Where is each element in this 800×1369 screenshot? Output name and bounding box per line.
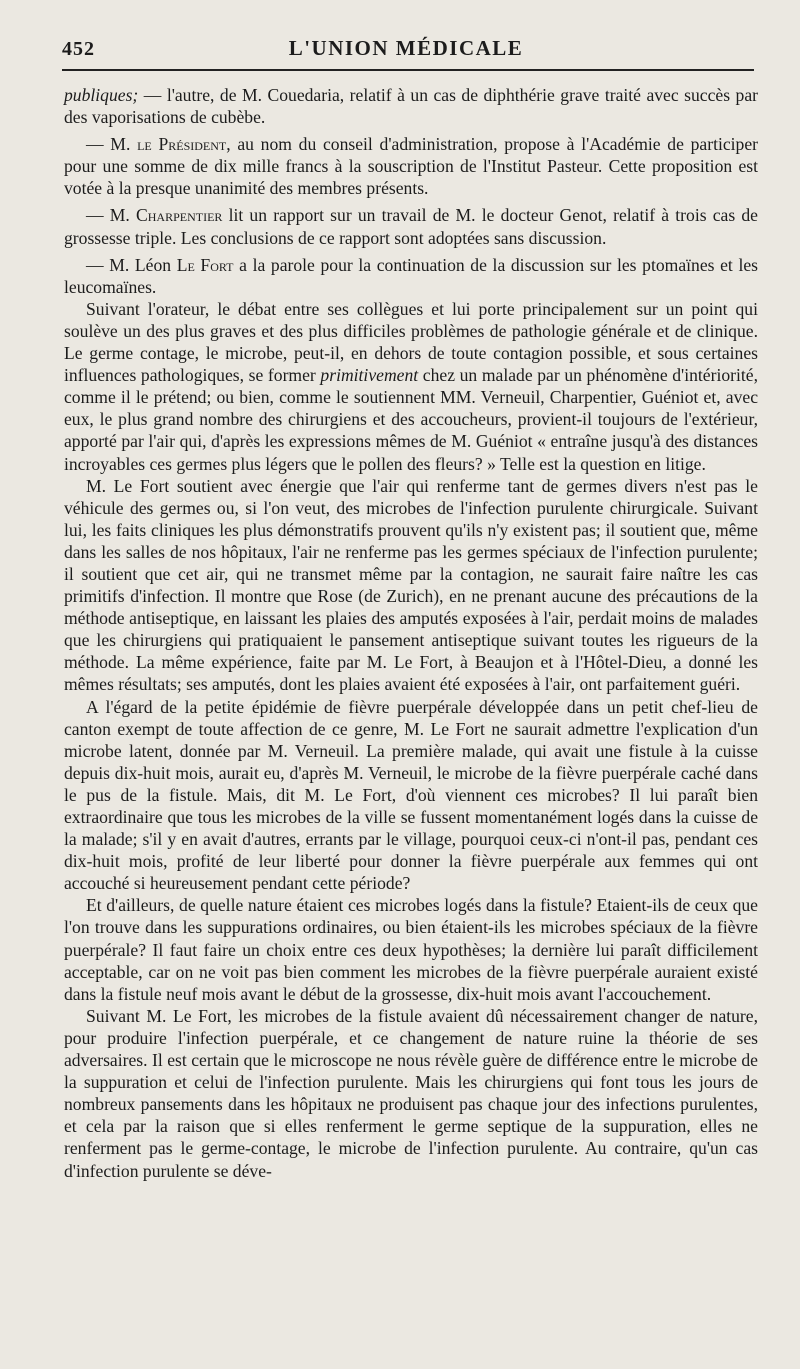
paragraph-6: M. Le Fort soutient avec énergie que l'air qui renferme tant de germes divers n'est pas le véhicule des germes ou, si l'on veut, des microbes de l'infection purulente chirurgicale. Suivant lui, les faits cliniques les plus démonstratifs prouvent qu'ils n'y existent pas; il soutient que, même dans les salles de nos hôpitaux, l'air ne renferme pas les germes spéciaux de l'infection purulente; il soutient que cet air, qui ne transmet même par la contagion, ne saurait faire naître les cas primitifs d'infection. Il montre que Rose (de Zurich), en ne prenant aucune des précautions de la méthode antiseptique, en laissant les plaies des amputés exposées à l'air, perdait moins de malades que les chirurgiens qui pratiquaient le pansement antiseptique suivant toutes les rigueurs de la méthode. La même expérience, faite par M. Le Fort, à Beaujon et à l'Hôtel-Dieu, a donné les mêmes résultats; ses amputés, dont les plaies avaient été exposées à l'air, ont parfaitement guéri. [64, 475, 758, 695]
speaker-name: Charpentier [136, 205, 223, 226]
paragraph-prefix: — M. [86, 205, 136, 226]
header-rule [62, 69, 754, 71]
paragraph-text: a la parole pour la continuation de la discussion sur les ptomaïnes et les leucomaïnes. [64, 254, 758, 297]
paragraph-1 [64, 84, 758, 128]
italic-lead: publiques; [64, 85, 139, 105]
body-text [64, 84, 758, 1182]
page-number: 452 [62, 38, 95, 60]
speaker-name: le Président [137, 134, 227, 155]
paragraph-4 [64, 254, 758, 298]
paragraph-5 [64, 298, 758, 475]
paragraph-prefix: — M. Léon [86, 254, 177, 275]
running-title: L'UNION MÉDICALE [288, 36, 524, 60]
paragraph-text: , au nom du conseil d'administration, propose à l'Académie de participer pour une somme de dix mille francs à la souscription de l'Institut Pasteur. Cette proposition est votée à la presque unanimité des membres présents. [64, 134, 759, 199]
paragraph-text: — l'autre, de M. Couedaria, relatif à un cas de diphthérie grave traité avec succès par des vaporisations de cubèbe. [64, 85, 758, 128]
paragraph-text: Suivant l'orateur, le débat entre ses collègues et lui porte principalement sur un point qui soulève un des plus graves et des plus difficiles problèmes de pathologie générale et de clinique. Le germe contage, le microbe, peut-il, en dehors de toute contagion possible, et sous certaines influences pathologiques, se former [64, 298, 758, 386]
paragraph-3 [64, 204, 758, 248]
paragraph-2 [64, 133, 758, 199]
emphasized-word: primitivement [320, 365, 419, 386]
paragraph-9: Suivant M. Le Fort, les microbes de la fistule avaient dû nécessairement changer de nature, pour produire l'infection puerpérale, et ce changement de nature ruine la théorie de ses adversaires. Il est certain que le microscope ne nous révèle guère de différence entre le microbe de la suppuration et celui de l'infection purulente. Mais les chirurgiens qui font tous les jours de nombreux pansements dans les hôpitaux ne produisent pas chaque jour des infections purulentes, et cela par la raison que si elles renferment le germe septique de la suppuration, elles ne renferment pas le germe-contage, le microbe de l'infection purulente. Au contraire, qu'un cas d'infection purulente se déve- [64, 1005, 758, 1181]
page-header [62, 34, 750, 64]
paragraph-text: chez un malade par un phénomène d'intériorité, comme il le prétend; ou bien, comme le soutiennent MM. Verneuil, Charpentier, Guéniot et, avec eux, le plus grand nombre des chirurgiens et des accoucheurs, provient-il toujours de l'extérieur, apporté par l'air qui, d'après les expressions mêmes de M. Guéniot « entraîne jusqu'à des distances incroyables ces germes plus légers que le pollen des fleurs? » Telle est la question en litige. [64, 365, 759, 474]
paragraph-8: Et d'ailleurs, de quelle nature étaient ces microbes logés dans la fistule? Etaient-ils de ceux que l'on trouve dans les suppurations ordinaires, ou bien étaient-ils les microbes spéciaux de la fièvre puerpérale? Il faut faire un choix entre ces deux hypothèses; la dernière lui paraît difficilement acceptable, car on ne voit pas bien comment les microbes de la fièvre puerpérale auraient existé dans la fistule neuf mois avant le début de la grossesse, dix-huit mois avant l'accouchement. [64, 895, 758, 1004]
paragraph-text: lit un rapport sur un travail de M. le docteur Genot, relatif à trois cas de grossesse triple. Les conclusions de ce rapport sont adoptées sans discussion. [64, 205, 758, 248]
speaker-name: Le Fort [176, 254, 234, 275]
paragraph-prefix: — M. [86, 134, 138, 155]
paragraph-7: A l'égard de la petite épidémie de fièvre puerpérale développée dans un petit chef-lieu de canton exempt de toute affection de ce genre, M. Le Fort ne saurait admettre l'explication d'un microbe latent, donnée par M. Verneuil. La première malade, qui avait une fistule à la cuisse depuis dix-huit mois, aurait eu, d'après M. Verneuil, le microbe de la fièvre puerpérale caché dans le pus de la fistule. Mais, dit M. Le Fort, d'où viennent ces microbes? Il lui paraît bien extraordinaire que tous les microbes de la ville se fussent momentanément logés dans la cuisse de la malade; s'il y en avait d'autres, errants par le village, pourquoi ceux-ci n'ont-il pas, pendant ces dix-huit mois, profité de leur liberté pour donner la fièvre puerpérale aux femmes qui ont accouché si heureusement pendant cette période? [64, 696, 758, 894]
